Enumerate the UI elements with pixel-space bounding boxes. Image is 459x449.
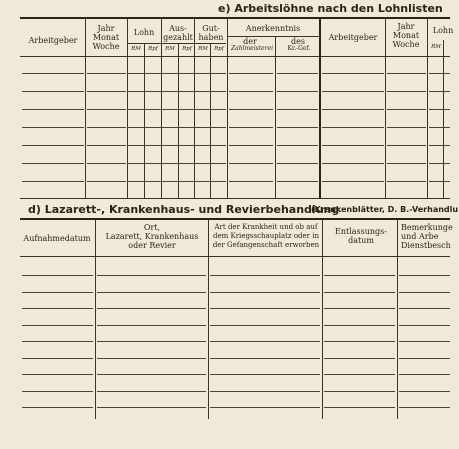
ruled-line-d: [22, 308, 93, 309]
ruled-line-d: [97, 275, 206, 276]
ruled-line-d: [399, 325, 450, 326]
ruled-line-d: [210, 391, 320, 392]
unit-rm-ausgezahlt: RM: [165, 46, 175, 52]
ruled-line-d: [324, 275, 395, 276]
ruled-line-d: [97, 358, 206, 359]
vline-e: [127, 18, 128, 198]
ruled-line-d: [22, 374, 93, 375]
ruled-line-e: [22, 127, 84, 128]
ruled-line-d: [324, 358, 395, 359]
header-jahr-2: Jahr Monat Woche: [392, 22, 420, 49]
ruled-line-d: [210, 407, 320, 408]
ruled-line-e: [277, 127, 318, 128]
ruled-line-e: [87, 109, 126, 110]
header-arbeitgeber: Arbeitgeber: [28, 36, 78, 45]
ruled-line-e: [322, 145, 384, 146]
unit-rpf-ausgezahlt: Rpf: [182, 46, 192, 52]
ruled-line-e: [387, 109, 426, 110]
ruled-line-e: [277, 145, 318, 146]
header-jahr: Jahr Monat Woche: [92, 24, 120, 51]
ruled-line-e: [387, 127, 426, 128]
ruled-line-d: [22, 325, 93, 326]
ruled-line-e: [387, 145, 426, 146]
ruled-line-e: [277, 163, 318, 164]
ruled-line-e: [322, 73, 384, 74]
ruled-line-e: [87, 145, 126, 146]
ruled-line-e: [429, 109, 450, 110]
ruled-line-d: [399, 407, 450, 408]
ruled-line-d: [399, 358, 450, 359]
ruled-line-d: [324, 407, 395, 408]
ruled-line-e: [87, 73, 126, 74]
header-guthaben: Gut- haben: [198, 24, 224, 42]
unit-rm-lohn: RM: [131, 46, 141, 52]
ruled-line-e: [387, 91, 426, 92]
ruled-line-e: [277, 91, 318, 92]
ruled-line-e: [229, 163, 273, 164]
ruled-line-e: [128, 109, 226, 110]
vline-e: [227, 18, 228, 198]
ruled-line-d: [324, 325, 395, 326]
ruled-line-d: [22, 292, 93, 293]
ruled-line-e: [22, 145, 84, 146]
header-des: des: [291, 37, 305, 46]
ruled-line-d: [399, 374, 450, 375]
ruled-line-d: [97, 292, 206, 293]
vline-d: [322, 219, 323, 419]
ruled-line-d: [210, 292, 320, 293]
ruled-line-d: [22, 391, 93, 392]
header-lohn: Lohn: [133, 28, 155, 37]
header-aufnahmedatum: Aufnahmedatum: [23, 234, 91, 243]
ruled-line-e: [229, 91, 273, 92]
ruled-line-d: [324, 292, 395, 293]
ruled-line-d: [399, 391, 450, 392]
ruled-line-d: [210, 341, 320, 342]
ruled-line-d: [210, 275, 320, 276]
ruled-line-e: [229, 145, 273, 146]
header-ort: Ort, Lazarett, Krankenhaus oder Revier: [105, 223, 199, 250]
ruled-line-d: [399, 341, 450, 342]
ruled-line-e: [277, 73, 318, 74]
ruled-line-d: [210, 325, 320, 326]
vline-e: [385, 18, 386, 198]
ruled-line-d: [97, 341, 206, 342]
ruled-line-e: [229, 109, 273, 110]
ruled-line-e: [87, 181, 126, 182]
ruled-line-d: [97, 325, 206, 326]
header-d-bottom: [20, 256, 450, 257]
ruled-line-e: [22, 73, 84, 74]
ruled-line-e: [128, 145, 226, 146]
ruled-line-e: [322, 91, 384, 92]
ruled-line-d: [399, 275, 450, 276]
ruled-line-d: [97, 407, 206, 408]
vline-e: [85, 18, 86, 198]
ruled-line-e: [22, 109, 84, 110]
section-d-subtitle: (Krankenblätter, D. B.-Verhandlu: [311, 205, 459, 214]
ruled-line-e: [277, 181, 318, 182]
header-ausgezahlt: Aus- gezahlt: [163, 24, 193, 42]
header-bemerkungen: Bemerkunge und Arbe Dienstbesch: [401, 223, 453, 250]
header-krankheit: Art der Krankheit und ob auf dem Kriegsschauplatz oder in der Gefangenschaft erworben: [212, 223, 320, 249]
ruled-line-e: [429, 91, 450, 92]
ruled-line-e: [128, 127, 226, 128]
vline-e: [275, 37, 276, 198]
section-e-title: e) Arbeitslöhne nach den Lohnlisten: [218, 2, 443, 15]
ruled-line-e: [322, 109, 384, 110]
ruled-line-e: [322, 181, 384, 182]
ruled-line-e: [429, 127, 450, 128]
ruled-line-d: [97, 308, 206, 309]
ruled-line-e: [22, 91, 84, 92]
vline-e-divider: [319, 18, 321, 198]
header-e-subline: [128, 43, 226, 44]
header-der: der: [243, 37, 257, 46]
header-e-subline-2: [228, 36, 320, 37]
ruled-line-d: [324, 341, 395, 342]
vline-e: [144, 44, 145, 198]
ruled-line-d: [399, 308, 450, 309]
header-lohn-2: Lohn: [432, 26, 454, 35]
header-zahlmeisterei: Zahlmeisterei: [230, 45, 274, 52]
header-krgef: Kr.-Gef.: [287, 45, 311, 52]
ruled-line-e: [429, 163, 450, 164]
ruled-line-d: [22, 275, 93, 276]
ruled-line-e: [229, 127, 273, 128]
ruled-line-e: [322, 163, 384, 164]
ruled-line-d: [97, 374, 206, 375]
header-arbeitgeber-2: Arbeitgeber: [328, 33, 378, 42]
ruled-line-d: [324, 391, 395, 392]
header-anerkenntnis: Anerkenntnis: [245, 24, 301, 33]
ruled-line-e: [429, 181, 450, 182]
ruled-line-e: [429, 73, 450, 74]
vline-d: [208, 219, 209, 419]
unit-rm-lohn-2: RM: [431, 44, 441, 50]
ruled-line-e: [22, 181, 84, 182]
ruled-line-d: [324, 308, 395, 309]
ruled-line-e: [128, 73, 226, 74]
table-e-bottom: [20, 198, 450, 199]
ruled-line-e: [429, 145, 450, 146]
table-d-top-border: [20, 218, 450, 220]
ruled-line-d: [22, 358, 93, 359]
ruled-line-e: [229, 181, 273, 182]
ruled-line-d: [210, 358, 320, 359]
vline-e: [178, 44, 179, 198]
vline-d: [95, 219, 96, 419]
ruled-line-e: [128, 163, 226, 164]
ruled-line-e: [387, 73, 426, 74]
unit-rm-guthaben: RM: [198, 46, 208, 52]
vline-e: [194, 18, 195, 198]
header-entlassung: Entlassungs- datum: [335, 227, 387, 245]
ruled-line-e: [387, 163, 426, 164]
unit-rpf-lohn: Rpf: [148, 46, 158, 52]
ruled-line-e: [128, 91, 226, 92]
vline-e: [210, 44, 211, 198]
ruled-line-d: [22, 341, 93, 342]
ruled-line-d: [97, 391, 206, 392]
ruled-line-d: [399, 292, 450, 293]
ruled-line-d: [22, 407, 93, 408]
vline-e: [443, 40, 444, 198]
ruled-line-e: [87, 91, 126, 92]
ruled-line-e: [322, 127, 384, 128]
ruled-line-e: [22, 163, 84, 164]
ruled-line-e: [87, 163, 126, 164]
unit-rpf-guthaben: Rpf: [214, 46, 224, 52]
vline-e: [427, 18, 428, 198]
ruled-line-d: [210, 308, 320, 309]
ruled-line-e: [87, 127, 126, 128]
ruled-line-e: [387, 181, 426, 182]
ruled-line-e: [277, 109, 318, 110]
vline-e: [161, 18, 162, 198]
ruled-line-e: [229, 73, 273, 74]
ruled-line-d: [210, 374, 320, 375]
ruled-line-d: [324, 374, 395, 375]
section-d-title: d) Lazarett-, Krankenhaus- und Revierbehandlung: [28, 203, 340, 216]
vline-d: [397, 219, 398, 419]
ruled-line-e: [128, 181, 226, 182]
